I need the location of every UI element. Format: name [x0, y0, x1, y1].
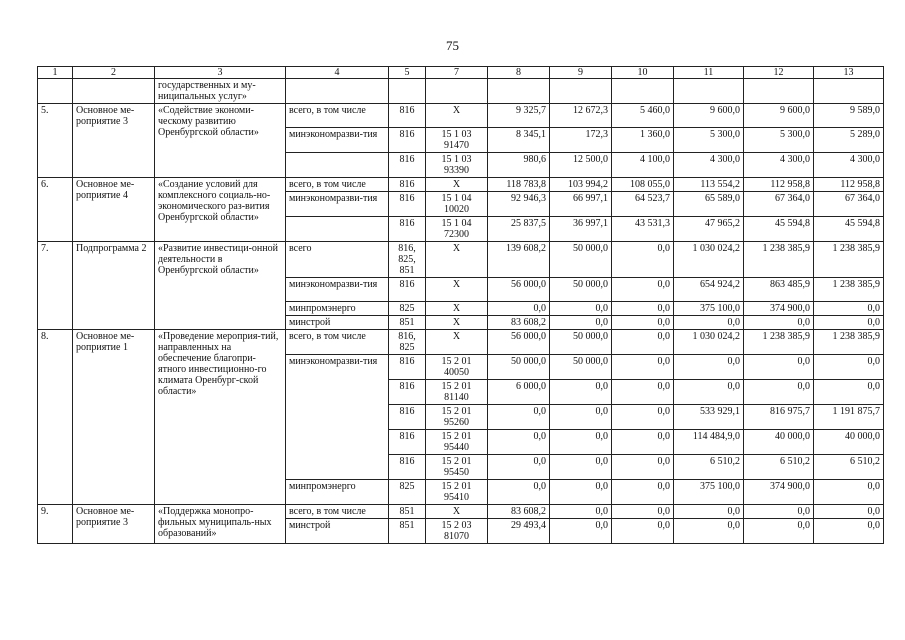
- value-cell: 83 608,2: [488, 316, 550, 330]
- code-cell: 816: [389, 192, 426, 217]
- code-cell: 816: [389, 430, 426, 455]
- value-cell: 4 300,0: [674, 153, 744, 178]
- value-cell: 0,0: [744, 505, 814, 519]
- value-cell: 0,0: [550, 480, 612, 505]
- value-cell: 1 360,0: [612, 128, 674, 153]
- value-cell: 92 946,3: [488, 192, 550, 217]
- kbk-cell: X: [426, 316, 488, 330]
- value-cell: 1 238 385,9: [814, 330, 884, 355]
- kbk-cell: X: [426, 330, 488, 355]
- value-cell: 0,0: [550, 380, 612, 405]
- table-row: [38, 242, 884, 278]
- value-cell: 0,0: [612, 330, 674, 355]
- value-cell: 114 484,9,0: [674, 430, 744, 455]
- value-cell: 0,0: [612, 480, 674, 505]
- value-cell: 0,0: [744, 316, 814, 330]
- value-cell: 67 364,0: [744, 192, 814, 217]
- value-cell: 0,0: [814, 519, 884, 544]
- code-cell: 825: [389, 302, 426, 316]
- value-cell: 0,0: [612, 519, 674, 544]
- kbk-cell: 15 1 04 72300: [426, 217, 488, 242]
- value-cell: 0,0: [814, 302, 884, 316]
- column-header: 4: [286, 67, 389, 79]
- table-row: [38, 104, 884, 128]
- value-cell: 980,6: [488, 153, 550, 178]
- table-row: [38, 505, 884, 519]
- code-cell: 825: [389, 480, 426, 505]
- value-cell: 0,0: [550, 505, 612, 519]
- kbk-cell: X: [426, 104, 488, 128]
- value-cell: 1 191 875,7: [814, 405, 884, 430]
- value-cell: 1 238 385,9: [814, 278, 884, 302]
- executor-cell: всего, в том числе: [286, 104, 389, 128]
- value-cell: 50 000,0: [550, 330, 612, 355]
- value-cell: 172,3: [550, 128, 612, 153]
- code-cell: 816, 825, 851: [389, 242, 426, 278]
- kbk-cell: 15 2 01 95260: [426, 405, 488, 430]
- value-cell: 0,0: [488, 480, 550, 505]
- value-cell: 0,0: [488, 302, 550, 316]
- code-cell: 816: [389, 153, 426, 178]
- value-cell: 5 460,0: [612, 104, 674, 128]
- event-name-cell: «Развитие инвестици-онной деятельности в Оренбургской области»: [155, 242, 286, 330]
- program-cell: Основное ме-роприятие 3: [73, 104, 155, 178]
- value-cell: 0,0: [550, 405, 612, 430]
- value-cell: 0,0: [550, 430, 612, 455]
- column-header: 8: [488, 67, 550, 79]
- value-cell: 112 958,8: [744, 178, 814, 192]
- value-cell: 375 100,0: [674, 480, 744, 505]
- table-row: [38, 79, 884, 104]
- value-cell: 0,0: [814, 380, 884, 405]
- code-cell: 816: [389, 455, 426, 480]
- event-name-cell: «Проведение мероприя-тий, направленных на обеспечение благопри-ятного инвестиционно-го климата Оренбург-ской области»: [155, 330, 286, 505]
- executor-cell: минэкономразви-тия: [286, 128, 389, 153]
- value-cell: 12 672,3: [550, 104, 612, 128]
- executor-cell: всего, в том числе: [286, 330, 389, 355]
- value-cell: 375 100,0: [674, 302, 744, 316]
- code-cell: 851: [389, 316, 426, 330]
- code-cell: 816: [389, 217, 426, 242]
- value-cell: 1 238 385,9: [744, 330, 814, 355]
- value-cell: 374 900,0: [744, 302, 814, 316]
- value-cell: 0,0: [744, 355, 814, 380]
- table-row: [38, 330, 884, 355]
- value-cell: 6 510,2: [744, 455, 814, 480]
- value-cell: 0,0: [612, 278, 674, 302]
- value-cell: 0,0: [814, 355, 884, 380]
- value-cell: 0,0: [550, 316, 612, 330]
- value-cell: 374 900,0: [744, 480, 814, 505]
- value-cell: 50 000,0: [550, 278, 612, 302]
- value-cell: 47 965,2: [674, 217, 744, 242]
- code-cell: 816: [389, 380, 426, 405]
- value-cell: 5 289,0: [814, 128, 884, 153]
- value-cell: 8 345,1: [488, 128, 550, 153]
- kbk-cell: X: [426, 278, 488, 302]
- column-header: 3: [155, 67, 286, 79]
- value-cell: 0,0: [612, 455, 674, 480]
- column-header: 2: [73, 67, 155, 79]
- value-cell: 65 589,0: [674, 192, 744, 217]
- kbk-cell: 15 2 01 81140: [426, 380, 488, 405]
- value-cell: 6 510,2: [674, 455, 744, 480]
- value-cell: 64 523,7: [612, 192, 674, 217]
- value-cell: 0,0: [550, 519, 612, 544]
- value-cell: 533 929,1: [674, 405, 744, 430]
- executor-cell: всего, в том числе: [286, 178, 389, 192]
- value-cell: 0,0: [612, 505, 674, 519]
- code-cell: 851: [389, 505, 426, 519]
- row-number-cell: 8.: [38, 330, 73, 505]
- value-cell: 0,0: [612, 302, 674, 316]
- value-cell: 0,0: [488, 455, 550, 480]
- value-cell: 0,0: [814, 316, 884, 330]
- value-cell: 56 000,0: [488, 330, 550, 355]
- kbk-cell: 15 2 01 40050: [426, 355, 488, 380]
- code-cell: 816: [389, 355, 426, 380]
- budget-table: [37, 66, 884, 544]
- code-cell: 851: [389, 519, 426, 544]
- value-cell: 50 000,0: [550, 242, 612, 278]
- page-number: 75: [446, 38, 459, 53]
- executor-cell: минпромэнерго: [286, 480, 389, 505]
- code-cell: 816: [389, 405, 426, 430]
- code-cell: 816: [389, 178, 426, 192]
- kbk-cell: 15 2 01 95410: [426, 480, 488, 505]
- kbk-cell: 15 1 03 93390: [426, 153, 488, 178]
- event-name-cell: «Создание условий для комплексного социаль-но-экономического раз-вития Оренбургской области»: [155, 178, 286, 242]
- row-number-cell: 9.: [38, 505, 73, 544]
- value-cell: 0,0: [612, 430, 674, 455]
- kbk-cell: 15 2 01 95440: [426, 430, 488, 455]
- event-name-cell: «Содействие экономи-ческому развитию Оренбургской области»: [155, 104, 286, 178]
- value-cell: 816 975,7: [744, 405, 814, 430]
- executor-cell: минэкономразви-тия: [286, 278, 389, 302]
- code-cell: 816: [389, 278, 426, 302]
- value-cell: 4 300,0: [744, 153, 814, 178]
- column-header: 5: [389, 67, 426, 79]
- value-cell: 0,0: [550, 455, 612, 480]
- value-cell: 118 783,8: [488, 178, 550, 192]
- value-cell: 50 000,0: [550, 355, 612, 380]
- value-cell: 108 055,0: [612, 178, 674, 192]
- value-cell: 6 000,0: [488, 380, 550, 405]
- value-cell: 66 997,1: [550, 192, 612, 217]
- value-cell: 1 238 385,9: [814, 242, 884, 278]
- value-cell: 9 325,7: [488, 104, 550, 128]
- value-cell: 83 608,2: [488, 505, 550, 519]
- value-cell: 9 600,0: [744, 104, 814, 128]
- value-cell: 863 485,9: [744, 278, 814, 302]
- value-cell: 5 300,0: [674, 128, 744, 153]
- event-name-cell: «Поддержка монопро-фильных муниципаль-ных образований»: [155, 505, 286, 544]
- kbk-cell: X: [426, 178, 488, 192]
- column-header: 11: [674, 67, 744, 79]
- value-cell: 0,0: [744, 380, 814, 405]
- code-cell: 816: [389, 128, 426, 153]
- value-cell: 0,0: [612, 355, 674, 380]
- value-cell: 40 000,0: [814, 430, 884, 455]
- value-cell: 0,0: [612, 380, 674, 405]
- value-cell: 9 600,0: [674, 104, 744, 128]
- executor-cell: минэкономразви-тия: [286, 355, 389, 480]
- value-cell: 0,0: [674, 519, 744, 544]
- value-cell: 45 594,8: [814, 217, 884, 242]
- value-cell: 50 000,0: [488, 355, 550, 380]
- program-cell: Основное ме-роприятие 3: [73, 505, 155, 544]
- value-cell: 5 300,0: [744, 128, 814, 153]
- program-cell: Основное ме-роприятие 1: [73, 330, 155, 505]
- value-cell: 40 000,0: [744, 430, 814, 455]
- value-cell: 0,0: [814, 480, 884, 505]
- value-cell: 9 589,0: [814, 104, 884, 128]
- event-name-cell: государственных и му-ниципальных услуг»: [155, 79, 286, 104]
- value-cell: 29 493,4: [488, 519, 550, 544]
- header-row: [38, 67, 884, 79]
- executor-cell: минстрой: [286, 316, 389, 330]
- kbk-cell: X: [426, 242, 488, 278]
- value-cell: 0,0: [612, 242, 674, 278]
- value-cell: 45 594,8: [744, 217, 814, 242]
- value-cell: 103 994,2: [550, 178, 612, 192]
- value-cell: 36 997,1: [550, 217, 612, 242]
- value-cell: 0,0: [674, 316, 744, 330]
- value-cell: 0,0: [612, 316, 674, 330]
- column-header: 1: [38, 67, 73, 79]
- column-header: 13: [814, 67, 884, 79]
- row-number-cell: 5.: [38, 104, 73, 178]
- kbk-cell: 15 2 03 81070: [426, 519, 488, 544]
- value-cell: 654 924,2: [674, 278, 744, 302]
- value-cell: 4 300,0: [814, 153, 884, 178]
- value-cell: 1 238 385,9: [744, 242, 814, 278]
- table-row: [38, 178, 884, 192]
- value-cell: 67 364,0: [814, 192, 884, 217]
- executor-cell: минпромэнерго: [286, 302, 389, 316]
- program-cell: Подпрограмма 2: [73, 242, 155, 330]
- value-cell: 43 531,3: [612, 217, 674, 242]
- value-cell: 0,0: [744, 519, 814, 544]
- value-cell: 1 030 024,2: [674, 242, 744, 278]
- value-cell: 0,0: [488, 430, 550, 455]
- program-cell: Основное ме-роприятие 4: [73, 178, 155, 242]
- row-number-cell: 6.: [38, 178, 73, 242]
- kbk-cell: X: [426, 302, 488, 316]
- executor-cell: всего, в том числе: [286, 505, 389, 519]
- value-cell: 56 000,0: [488, 278, 550, 302]
- value-cell: 12 500,0: [550, 153, 612, 178]
- column-header: 10: [612, 67, 674, 79]
- value-cell: 0,0: [488, 405, 550, 430]
- kbk-cell: 15 2 01 95450: [426, 455, 488, 480]
- executor-cell: минстрой: [286, 519, 389, 544]
- row-number-cell: 7.: [38, 242, 73, 330]
- value-cell: 0,0: [612, 405, 674, 430]
- value-cell: 0,0: [674, 355, 744, 380]
- value-cell: 6 510,2: [814, 455, 884, 480]
- value-cell: 0,0: [550, 302, 612, 316]
- value-cell: 113 554,2: [674, 178, 744, 192]
- kbk-cell: 15 1 04 10020: [426, 192, 488, 217]
- value-cell: 0,0: [674, 505, 744, 519]
- value-cell: 112 958,8: [814, 178, 884, 192]
- value-cell: 1 030 024,2: [674, 330, 744, 355]
- value-cell: 0,0: [674, 380, 744, 405]
- value-cell: 0,0: [814, 505, 884, 519]
- executor-cell: минэкономразви-тия: [286, 192, 389, 217]
- executor-cell: всего: [286, 242, 389, 278]
- column-header: 7: [426, 67, 488, 79]
- kbk-cell: 15 1 03 91470: [426, 128, 488, 153]
- column-header: 12: [744, 67, 814, 79]
- column-header: 9: [550, 67, 612, 79]
- code-cell: 816: [389, 104, 426, 128]
- value-cell: 139 608,2: [488, 242, 550, 278]
- value-cell: 25 837,5: [488, 217, 550, 242]
- code-cell: 816, 825: [389, 330, 426, 355]
- kbk-cell: X: [426, 505, 488, 519]
- value-cell: 4 100,0: [612, 153, 674, 178]
